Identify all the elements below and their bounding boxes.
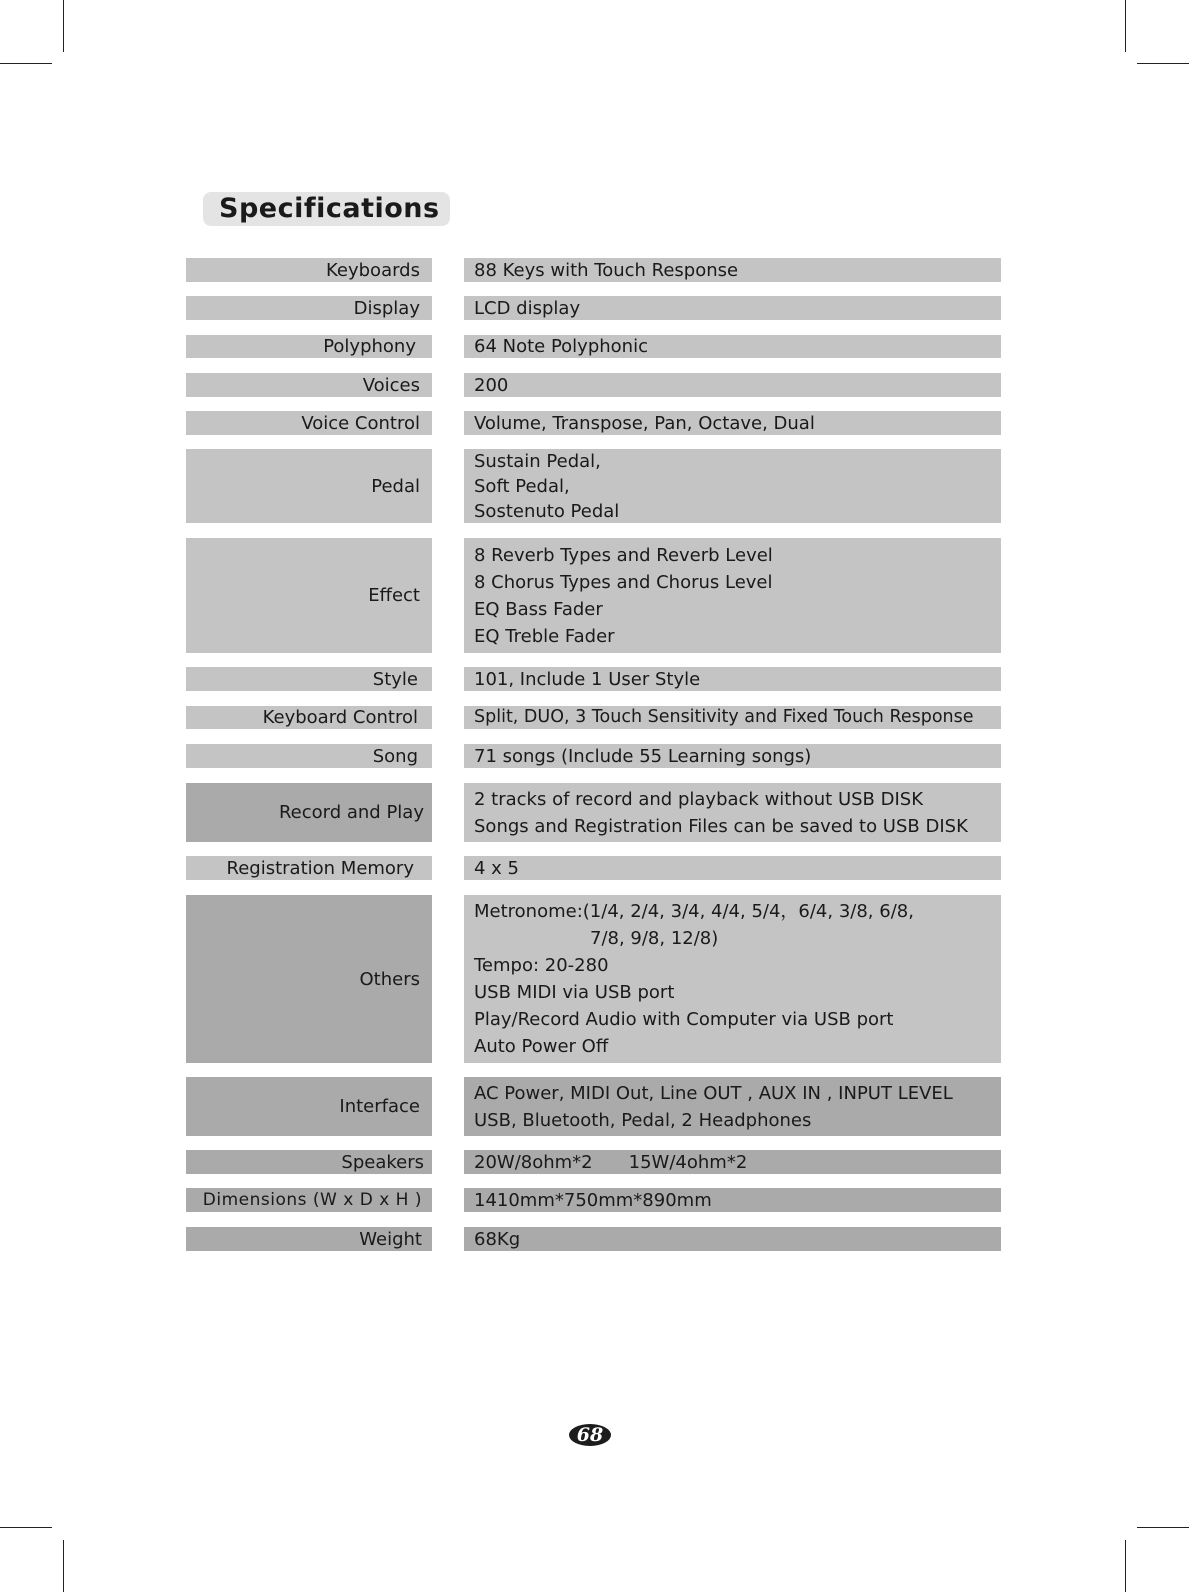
spec-row-speakers <box>0 1150 1189 1174</box>
spec-value <box>464 744 1001 768</box>
spec-label: Dimensions (W x D x H ) <box>186 1188 432 1212</box>
spec-value-part: 20W/8ohm*2 <box>474 1151 593 1173</box>
spec-row-keyboard-control <box>0 706 1189 729</box>
title-banner <box>203 192 450 226</box>
spec-row-polyphony <box>0 335 1189 358</box>
spec-value-line: 7/8, 9/8, 12/8) <box>590 928 719 949</box>
spec-label: Keyboard Control <box>186 706 432 729</box>
spec-label: Voices <box>186 373 432 397</box>
spec-value-line: 200 <box>474 374 509 396</box>
spec-row-interface <box>0 1077 1189 1136</box>
spec-row-keyboards <box>0 258 1189 282</box>
spec-label: Pedal <box>186 449 432 523</box>
spec-value <box>464 538 1001 653</box>
spec-value-line: 101, Include 1 User Style <box>474 668 701 690</box>
spec-value-line: Play/Record Audio with Computer via USB port <box>474 1009 894 1030</box>
crop-mark <box>63 0 64 52</box>
spec-value-line: Sostenuto Pedal <box>474 500 620 522</box>
spec-label: Song <box>186 744 432 768</box>
spec-value-line: Tempo: 20-280 <box>474 955 609 976</box>
crop-mark <box>1125 1540 1126 1592</box>
spec-label: Voice Control <box>186 411 432 435</box>
spec-label: Keyboards <box>186 258 432 282</box>
spec-value <box>464 411 1001 435</box>
spec-value-line: 1410mm*750mm*890mm <box>474 1189 712 1211</box>
spec-value <box>464 1150 1001 1174</box>
spec-label: Polyphony <box>186 335 432 358</box>
spec-value-line: LCD display <box>474 297 581 319</box>
crop-mark <box>1137 63 1189 64</box>
spec-value-line: 88 Keys with Touch Response <box>474 259 739 281</box>
spec-label: Effect <box>186 538 432 653</box>
spec-value-line: Metronome:(1/4, 2/4, 3/4, 4/4, 5/4，6/4, 3/8, 6/8, <box>474 901 914 922</box>
spec-value-line: Songs and Registration Files can be saved to USB DISK <box>474 815 968 837</box>
spec-value-line: 71 songs (Include 55 Learning songs) <box>474 745 812 767</box>
spec-value <box>464 783 1001 842</box>
spec-label: Style <box>186 667 432 691</box>
page-number: 68 <box>569 1424 611 1446</box>
spec-value <box>464 373 1001 397</box>
spec-value <box>464 258 1001 282</box>
spec-value-line: USB MIDI via USB port <box>474 982 675 1003</box>
spec-value <box>464 706 1001 729</box>
spec-value-line: 64 Note Polyphonic <box>474 336 648 357</box>
spec-label: Others <box>186 895 432 1063</box>
spec-row-registration-memory <box>0 856 1189 880</box>
spec-value <box>464 1227 1001 1251</box>
spec-row-voice-control <box>0 411 1189 435</box>
spec-label: Interface <box>186 1077 432 1136</box>
spec-label: Record and Play <box>186 783 432 842</box>
spec-value-line: 2 tracks of record and playback without USB DISK <box>474 788 924 810</box>
spec-value-line: EQ Bass Fader <box>474 598 603 620</box>
spec-value <box>464 335 1001 358</box>
spec-value-line: Sustain Pedal, <box>474 450 601 472</box>
spec-value <box>464 449 1001 523</box>
spec-value <box>464 1188 1001 1212</box>
spec-value <box>464 1077 1001 1136</box>
spec-row-style <box>0 667 1189 691</box>
spec-value-line: AC Power, MIDI Out, Line OUT , AUX IN , INPUT LEVEL <box>474 1082 953 1104</box>
spec-row-weight <box>0 1227 1189 1251</box>
crop-mark <box>1137 1527 1189 1528</box>
spec-value-part: 15W/4ohm*2 <box>628 1151 748 1173</box>
spec-value-line: Auto Power Off <box>474 1036 609 1057</box>
spec-value-line: 68Kg <box>474 1228 521 1250</box>
spec-row-dimensions <box>0 1188 1189 1212</box>
spec-value <box>464 895 1001 1063</box>
spec-value-line: 8 Chorus Types and Chorus Level <box>474 571 773 593</box>
crop-mark <box>0 1527 52 1528</box>
spec-row-song <box>0 744 1189 768</box>
spec-value-line: USB, Bluetooth, Pedal, 2 Headphones <box>474 1109 812 1131</box>
spec-value <box>464 667 1001 691</box>
spec-value-line: Soft Pedal, <box>474 475 570 497</box>
spec-row-effect <box>0 538 1189 653</box>
spec-row-pedal <box>0 449 1189 523</box>
spec-label: Registration Memory <box>186 856 432 880</box>
spec-value <box>464 856 1001 880</box>
crop-mark <box>1125 0 1126 52</box>
spec-value-line: Volume, Transpose, Pan, Octave, Dual <box>474 412 815 434</box>
spec-label: Weight <box>186 1227 432 1251</box>
spec-value-line <box>474 1150 1001 1175</box>
page-title: Specifications <box>219 193 440 224</box>
spec-value-line: 4 x 5 <box>474 857 519 879</box>
crop-mark <box>0 63 52 64</box>
spec-value-line: EQ Treble Fader <box>474 625 615 647</box>
spec-row-display <box>0 296 1189 320</box>
spec-row-voices <box>0 373 1189 397</box>
spec-label: Display <box>186 296 432 320</box>
spec-value-line: 8 Reverb Types and Reverb Level <box>474 544 773 566</box>
spec-row-others <box>0 895 1189 1063</box>
spec-row-record-and-play <box>0 783 1189 842</box>
spec-label: Speakers <box>186 1150 432 1174</box>
spec-value <box>464 296 1001 320</box>
spec-value-line: Split, DUO, 3 Touch Sensitivity and Fixed Touch Response <box>474 707 974 727</box>
crop-mark <box>63 1540 64 1592</box>
